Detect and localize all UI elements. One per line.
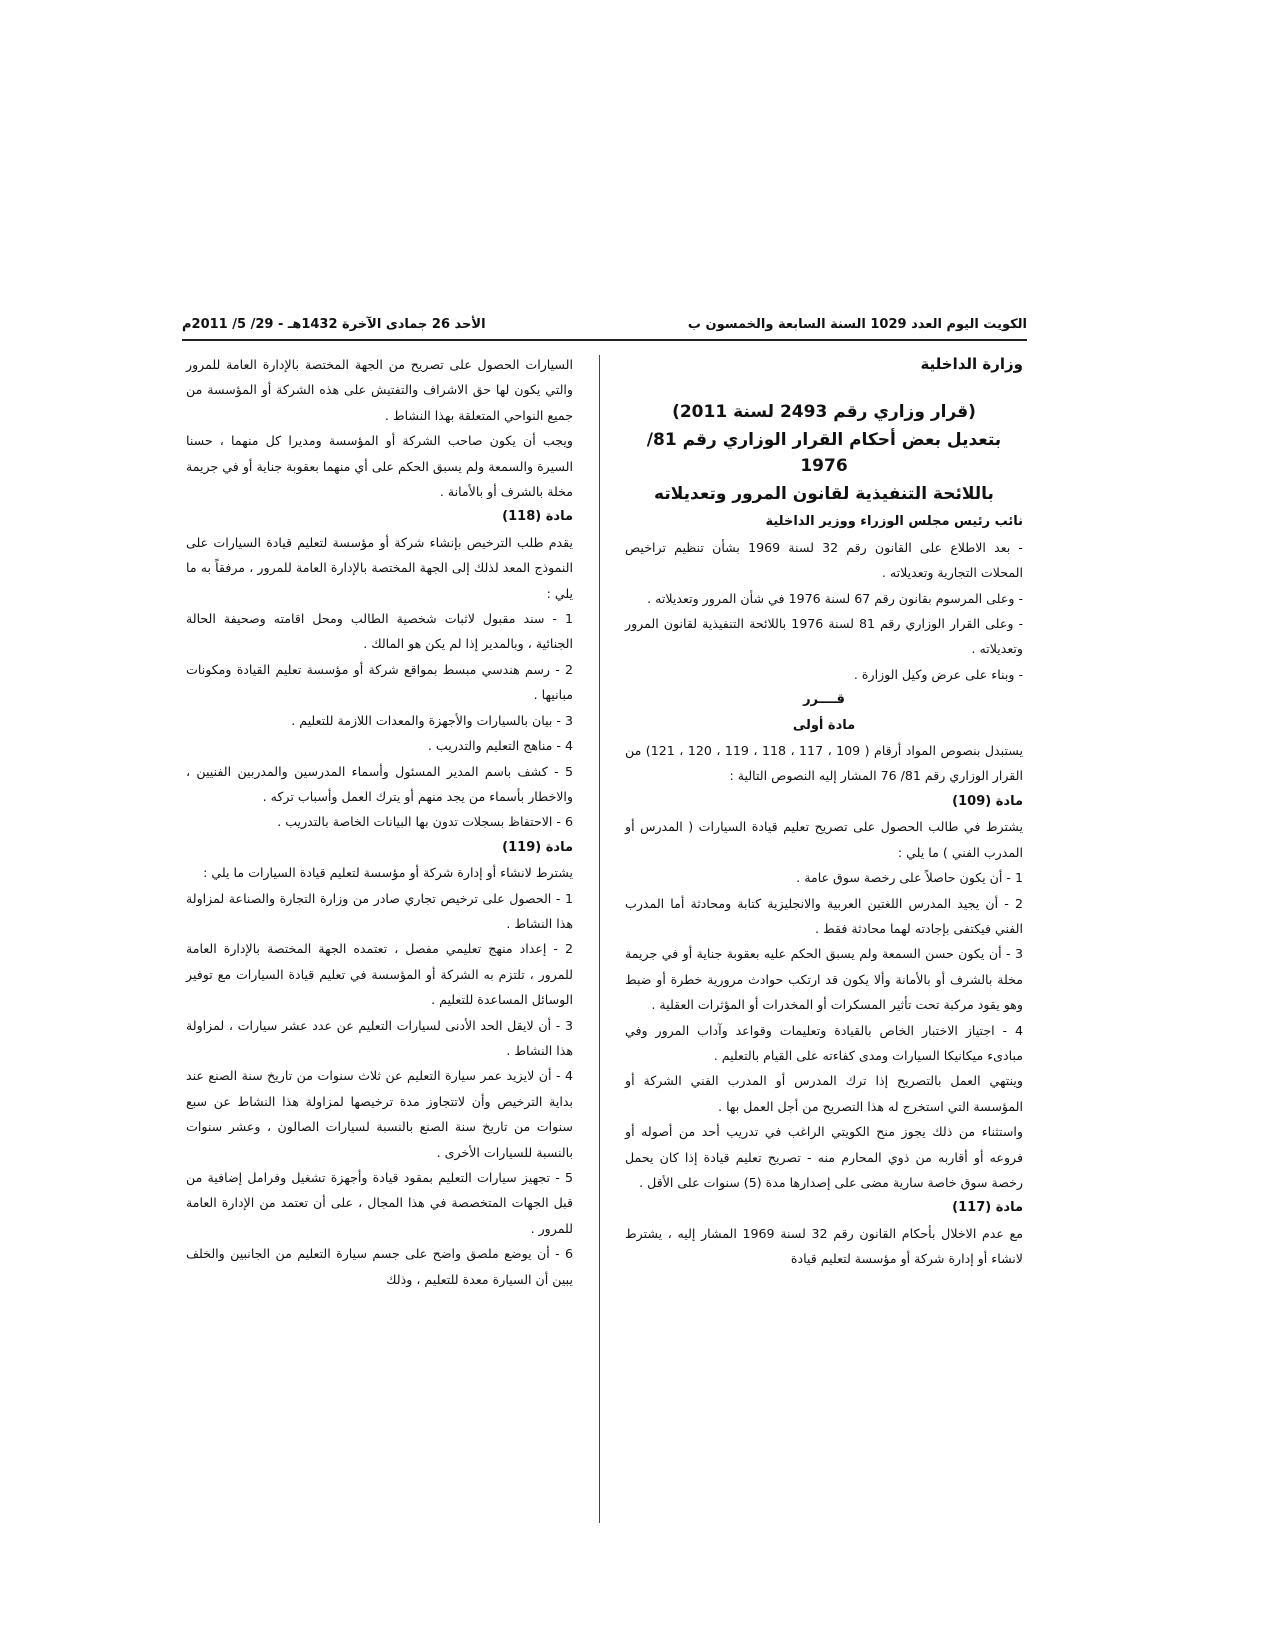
article-109-paragraph: 1 - أن يكون حاصلاً على رخصة سوق عامة . [796, 870, 1023, 886]
article-118-paragraph: 6 - الاحتفاظ بسجلات تدون بها البيانات الخاصة بالتدريب . [277, 814, 573, 830]
article-first-heading: مادة أولى [792, 717, 856, 733]
article-118-paragraph: يقدم طلب الترخيص بإنشاء شركة أو مؤسسة لتعليم قيادة السيارات على النموذج المعد لذلك إلى الجهة المختصة بالإدارة العامة للمرور ، مرفقاً به ما يلي : [186, 534, 573, 601]
article-119-heading: مادة (119) [502, 839, 573, 855]
article-118-paragraph: 2 - رسم هندسي مبسط بمواقع شركة أو مؤسسة تعليم القيادة ومكونات مبانيها . [186, 661, 573, 703]
preamble-item: - وعلى المرسوم بقانون رقم 67 لسنة 1976 في شأن المرور وتعديلاته . [647, 590, 1023, 606]
decree-title-line: باللائحة التنفيذية لقانون المرور وتعديلاته [654, 484, 994, 505]
decided-heading: قــــرر [803, 692, 845, 708]
article-119-paragraph: 5 - تجهيز سيارات التعليم بمقود قيادة وأجهزة تشغيل وفرامل إضافية من قبل الجهات المتخصصة في هذا المجال ، على أن تعتمد من الإدارة العامة للمرور . [186, 1170, 573, 1236]
page-header [182, 313, 1027, 341]
article-109-heading: مادة (109) [952, 793, 1023, 809]
issuer-line: نائب رئيس مجلس الوزراء ووزير الداخلية [765, 514, 1023, 530]
continued-paragraph: السيارات الحصول على تصريح من الجهة المختصة بالإدارة العامة للمرور والتي يكون لها حق الاشراف والتفتيش على هذه الشركة أو المؤسسة من جميع النواحي المتعلقة بهذا النشاط . [186, 357, 573, 423]
article-109-paragraph: 2 - أن يجيد المدرس اللغتين العربية والانجليزية كتابة ومحادثة أما المدرب الفني فيكتفى بإجادته لهما محادثة فقط . [625, 895, 1023, 936]
decree-title-line: بتعديل بعض أحكام القرار الوزاري رقم 81/ 1976 [646, 430, 1002, 477]
article-109-paragraph: 4 - اجتياز الاختبار الخاص بالقيادة وتعليمات وقواعد وآداب المرور وفي مبادىء ميكانيكا السيارات ومدى كفاءته على القيام بالتعليم . [625, 1022, 1023, 1063]
article-119-paragraph: 3 - أن لايقل الحد الأدنى لسيارات التعليم عن عدد عشر سيارات ، لمزاولة هذا النشاط . [186, 1017, 573, 1058]
article-119-paragraph: 6 - أن يوضع ملصق واضح على جسم سيارة التعليم من الجانبين والخلف يبين أن السيارة معدة للتعليم ، وذلك [186, 1246, 573, 1287]
article-119-paragraph: يشترط لانشاء أو إدارة شركة أو مؤسسة لتعليم قيادة السيارات ما يلي : [203, 865, 573, 881]
right-column [625, 352, 1023, 1272]
preamble-item: - بعد الاطلاع على القانون رقم 32 لسنة 1969 بشأن تنظيم تراخيص المحلات التجارية وتعديلاته . [625, 539, 1023, 581]
continued-paragraph: ويجب أن يكون صاحب الشركة أو المؤسسة ومديرا كل منهما ، حسنا السيرة والسمعة ولم يسبق الحكم على أي منهما بعقوبة جناية أو في جريمة مخلة بالشرف أو بالأمانة . [186, 433, 573, 500]
article-119-paragraph: 2 - إعداد منهج تعليمي مفصل ، تعتمده الجهة المختصة بالإدارة العامة للمرور ، تلتزم به الشركة أو المؤسسة في تعليم قيادة السيارات مع توفير الوسائل المساعدة للتعليم . [186, 941, 573, 1008]
article-119-paragraph: 1 - الحصول على ترخيص تجاري صادر من وزارة التجارة والصناعة لمزاولة هذا النشاط . [186, 890, 573, 931]
article-109-paragraph: وينتهي العمل بالتصريح إذا ترك المدرس أو المدرب الفني الشركة أو المؤسسة التي استخرج له هذا التصريح من أجل العمل بها . [625, 1073, 1023, 1114]
article-118-heading: مادة (118) [502, 509, 573, 525]
article-118-paragraph: 5 - كشف باسم المدير المسئول وأسماء المدرسين والمدربين الفنيين ، والاخطار بأسماء من يجد منهم أو يترك العمل وأسباب تركه . [186, 763, 573, 804]
article-109-paragraph: يشترط في طالب الحصول على تصريح تعليم قيادة السيارات ( المدرس أو المدرب الفني ) ما يلي : [625, 819, 1023, 860]
column-divider [599, 355, 600, 1523]
article-119-paragraph: 4 - أن لايزيد عمر سيارة التعليم عن ثلاث سنوات من تاريخ سنة الصنع عند بداية الترخيص وأن لاتتجاوز مدة ترخيصها لمزاولة هذا النشاط عن سبع سنوات من تاريخ سنة الصنع بالنسبة لسيارات الصالون ، وعشر سنوات بالنسبة للسيارات الأخرى . [186, 1068, 573, 1160]
decree-title-line: (قرار وزاري رقم 2493 لسنة 2011) [672, 402, 976, 423]
article-118-paragraph: 1 - سند مقبول لاثبات شخصية الطالب ومحل اقامته وصحيفة الحالة الجنائية ، وبالمدير إذا لم يكن هو المالك . [186, 611, 573, 652]
left-column [186, 352, 573, 1292]
article-117-text: مع عدم الاخلال بأحكام القانون رقم 32 لسنة 1969 المشار إليه ، يشترط لانشاء أو إدارة شركة أو مؤسسة لتعليم قيادة [625, 1225, 1024, 1267]
article-109-paragraph: 3 - أن يكون حسن السمعة ولم يسبق الحكم عليه بعقوبة جناية أو في جريمة مخلة بالشرف أو بالأمانة وألا يكون قد ارتكب حوادث مرورية خطرة أو ضبط وهو يقود مركبة تحت تأثير المسكرات أو المخدرات أو المؤثرات العقلية . [625, 946, 1023, 1013]
header-issue-info: الكويت اليوم العدد 1029 السنة السابعة والخمسون ب [687, 317, 1027, 332]
ministry-name: وزارة الداخلية [920, 355, 1023, 373]
preamble-item: - وعلى القرار الوزاري رقم 81 لسنة 1976 باللائحة التنفيذية لقانون المرور وتعديلاته . [625, 616, 1024, 657]
header-date: الأحد 26 جمادى الآخرة 1432هـ - 29/ 5/ 2011م [182, 317, 486, 332]
preamble-item: - وبناء على عرض وكيل الوزارة . [853, 666, 1023, 682]
article-109-paragraph: واستثناء من ذلك يجوز منح الكويتي الراغب في تدريب أحد من أصوله أو فروعه أو أقاربه من ذوي المحارم منه - تصريح تعليم قيادة إذا كان يحمل رخصة سوق خاصة سارية مضى على إصدارها مدة (5) سنوات على الأقل . [625, 1124, 1023, 1190]
article-first-text: يستبدل بنصوص المواد أرقام ( 109 ، 117 ، 118 ، 119 ، 120 ، 121) من القرار الوزاري رقم 81/ 76 المشار إليه النصوص التالية : [625, 743, 1024, 784]
article-117-heading: مادة (117) [952, 1200, 1023, 1216]
article-118-paragraph: 4 - مناهج التعليم والتدريب . [427, 738, 573, 754]
article-118-paragraph: 3 - بيان بالسيارات والأجهزة والمعدات اللازمة للتعليم . [291, 712, 573, 728]
